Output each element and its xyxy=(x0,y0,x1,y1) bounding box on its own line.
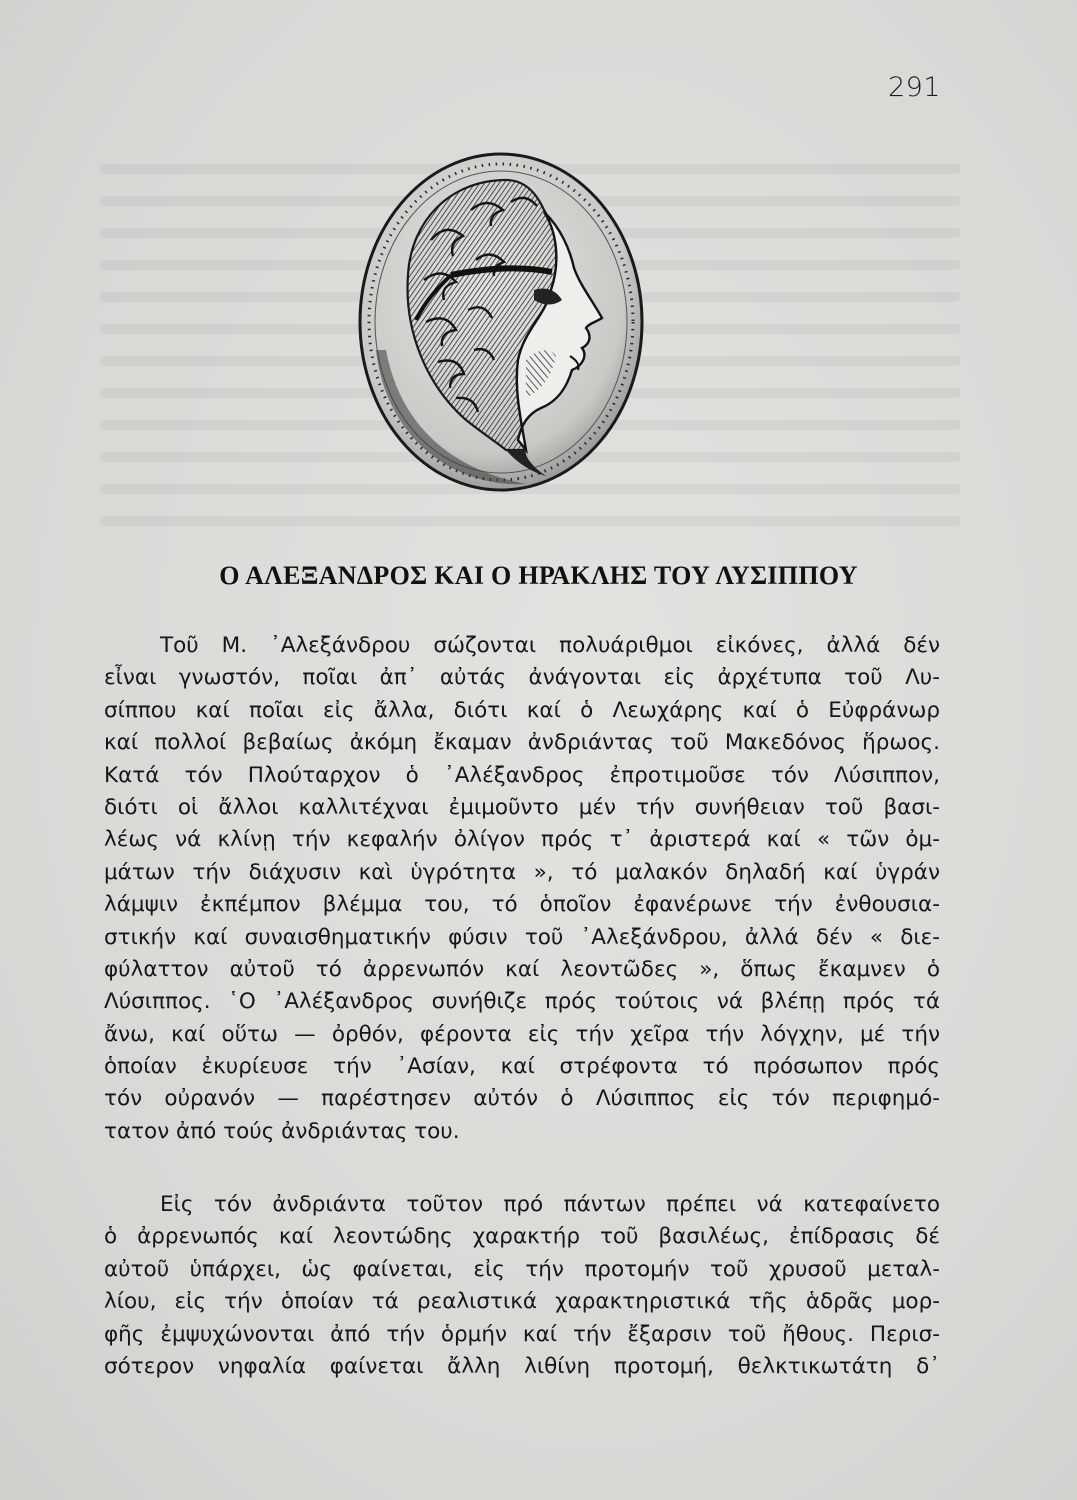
text-line: Τοῦ Μ. ᾿Αλεξάνδρου σώζονται πολυάριθμοι εἰκόνες, ἀλλά δέν xyxy=(160,633,940,658)
text-line: ὁ ἀρρενωπός καί λεοντώδης χαρακτήρ τοῦ βασιλέως, ἐπίδρασις δέ xyxy=(104,1224,940,1250)
text-line: εἶναι γνωστόν, ποῖαι ἀπ᾿ αὐτάς ἀνάγονται εἰς ἀρχέτυπα τοῦ Λυ- xyxy=(104,665,940,691)
text-line: σίππου καί ποῖαι εἰς ἄλλα, διότι καί ὁ Λεωχάρης καί ὁ Εὐφράνωρ xyxy=(104,697,940,723)
paragraph-1 xyxy=(104,630,940,1148)
text-line: καί πολλοί βεβαίως ἀκόμη ἔκαμαν ἀνδριάντας τοῦ Μακεδόνος ἥρωος. xyxy=(104,730,940,756)
paragraph-2 xyxy=(104,1189,940,1383)
text-line: ὁποίαν ἐκυρίευσε τήν ᾿Ασίαν, καί στρέφοντα τό πρόσωπον πρός xyxy=(104,1054,940,1080)
text-line: λίου, εἰς τήν ὁποίαν τά ρεαλιστικά χαρακτηριστικά τῆς ἁδρᾶς μορ- xyxy=(104,1289,940,1315)
text-line: ἄνω, καί οὕτω — ὀρθόν, φέροντα εἰς τήν χεῖρα τήν λόγχην, μέ τήν xyxy=(104,1021,940,1047)
text-line: φύλαττον αὐτοῦ τό ἀρρενωπόν καί λεοντῶδες », ὅπως ἔκαμνεν ὁ xyxy=(104,956,940,982)
text-line: αὐτοῦ ὑπάρχει, ὡς φαίνεται, εἰς τήν προτομήν τοῦ χρυσοῦ μεταλ- xyxy=(104,1256,940,1282)
article-title: Ο ΑΛΕΞΑΝΔΡΟΣ ΚΑΙ Ο ΗΡΑΚΛΗΣ ΤΟΥ ΛΥΣΙΠΠΟΥ xyxy=(219,561,858,590)
text-line: τόν οὐρανόν — παρέστησεν αὐτόν ὁ Λύσιππος εἰς τόν περιφημό- xyxy=(104,1086,940,1112)
text-line: λέως νά κλίνῃ τήν κεφαλήν ὀλίγον πρός τ᾿ ἀριστερά καί « τῶν ὀμ- xyxy=(104,827,940,853)
page-number: 291 xyxy=(887,72,941,103)
coin-portrait-illustration xyxy=(356,150,646,495)
text-line: στικήν καί συναισθηματικήν φύσιν τοῦ ᾿Αλεξάνδρου, ἀλλά δέν « διε- xyxy=(104,924,940,950)
text-line: μάτων τήν διάχυσιν καὶ ὑγρότητα », τό μαλακόν δηλαδή καί ὑγράν xyxy=(104,859,940,885)
text-line: Εἰς τόν ἀνδριάντα τοῦτον πρό πάντων πρέπει νά κατεφαίνετο xyxy=(160,1192,940,1217)
text-line: Κατά τόν Πλούταρχον ὁ ᾿Αλέξανδρος ἐπροτιμοῦσε τόν Λύσιππον, xyxy=(104,762,940,788)
text-line: σότερον νηφαλία φαίνεται ἄλλη λιθίνη προτομή, θελκτικωτάτη δ᾿ xyxy=(104,1353,940,1379)
text-line: λάμψιν ἐκπέμπον βλέμμα του, τό ὁποῖον ἐφανέρωνε τήν ἐνθουσια- xyxy=(104,892,940,918)
text-line: διότι οἱ ἄλλοι καλλιτέχναι ἐμιμοῦντο μέν τήν συνήθειαν τοῦ βασι- xyxy=(104,794,940,820)
text-line: Λύσιππος. ῾Ο ᾿Αλέξανδρος συνήθιζε πρός τούτοις νά βλέπῃ πρός τά xyxy=(104,989,940,1015)
text-line: φῆς ἐμψυχώνονται ἀπό τήν ὁρμήν καί τήν ἔξαρσιν τοῦ ἤθους. Περισ- xyxy=(104,1321,940,1347)
text-line: τατον ἀπό τούς ἀνδριάντας του. xyxy=(104,1118,460,1144)
